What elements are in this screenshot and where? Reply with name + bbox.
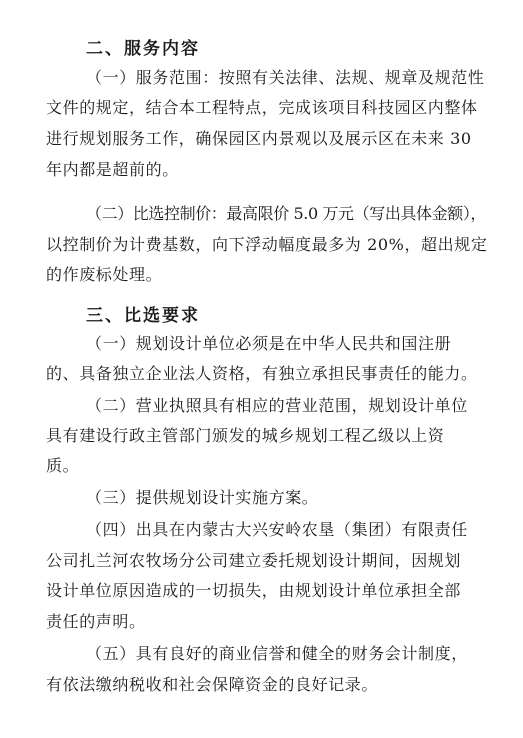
paragraph-line: （二）营业执照具有相应的营业范围，规划设计单位 xyxy=(86,396,468,415)
paragraph-line: （三）提供规划设计实施方案。 xyxy=(86,488,319,507)
paragraph-line: 以控制价为计费基数，向下浮动幅度最多为 20%，超出规定 xyxy=(46,235,488,254)
paragraph-line: 的、具备独立企业法人资格，有独立承担民事责任的能力。 xyxy=(46,364,478,383)
paragraph-line: （一）服务范围：按照有关法律、法规、规章及规范性 xyxy=(86,68,485,87)
paragraph-line: 的作废标处理。 xyxy=(46,265,163,284)
paragraph-line: 质。 xyxy=(46,456,80,475)
section-heading-selection-requirements: 三、比选要求 xyxy=(86,306,200,326)
paragraph-line: 年内都是超前的。 xyxy=(46,160,179,179)
paragraph-line: （一）规划设计单位必须是在中华人民共和国注册 xyxy=(86,334,452,353)
paragraph-line: （四）出具在内蒙古大兴安岭农垦（集团）有限责任 xyxy=(86,520,468,539)
paragraph-line: 文件的规定，结合本工程特点，完成该项目科技园区内整体 xyxy=(46,98,478,117)
paragraph-line: 进行规划服务工作，确保园区内景观以及展示区在未来 30 xyxy=(46,129,472,148)
paragraph-line: 责任的声明。 xyxy=(46,612,146,631)
paragraph-line: （五）具有良好的商业信誉和健全的财务会计制度， xyxy=(86,644,468,663)
paragraph-line: 具有建设行政主管部门颁发的城乡规划工程乙级以上资 xyxy=(46,426,445,445)
paragraph-line: 设计单位原因造成的一切损失，由规划设计单位承担全部 xyxy=(46,581,462,600)
paragraph-line: 有依法缴纳税收和社会保障资金的良好记录。 xyxy=(46,675,379,694)
paragraph-line: 公司扎兰河农牧场分公司建立委托规划设计期间，因规划 xyxy=(46,551,462,570)
section-heading-service-content: 二、服务内容 xyxy=(86,39,200,59)
paragraph-line: （二）比选控制价：最高限价 5.0 万元（写出具体金额）， xyxy=(86,204,487,223)
